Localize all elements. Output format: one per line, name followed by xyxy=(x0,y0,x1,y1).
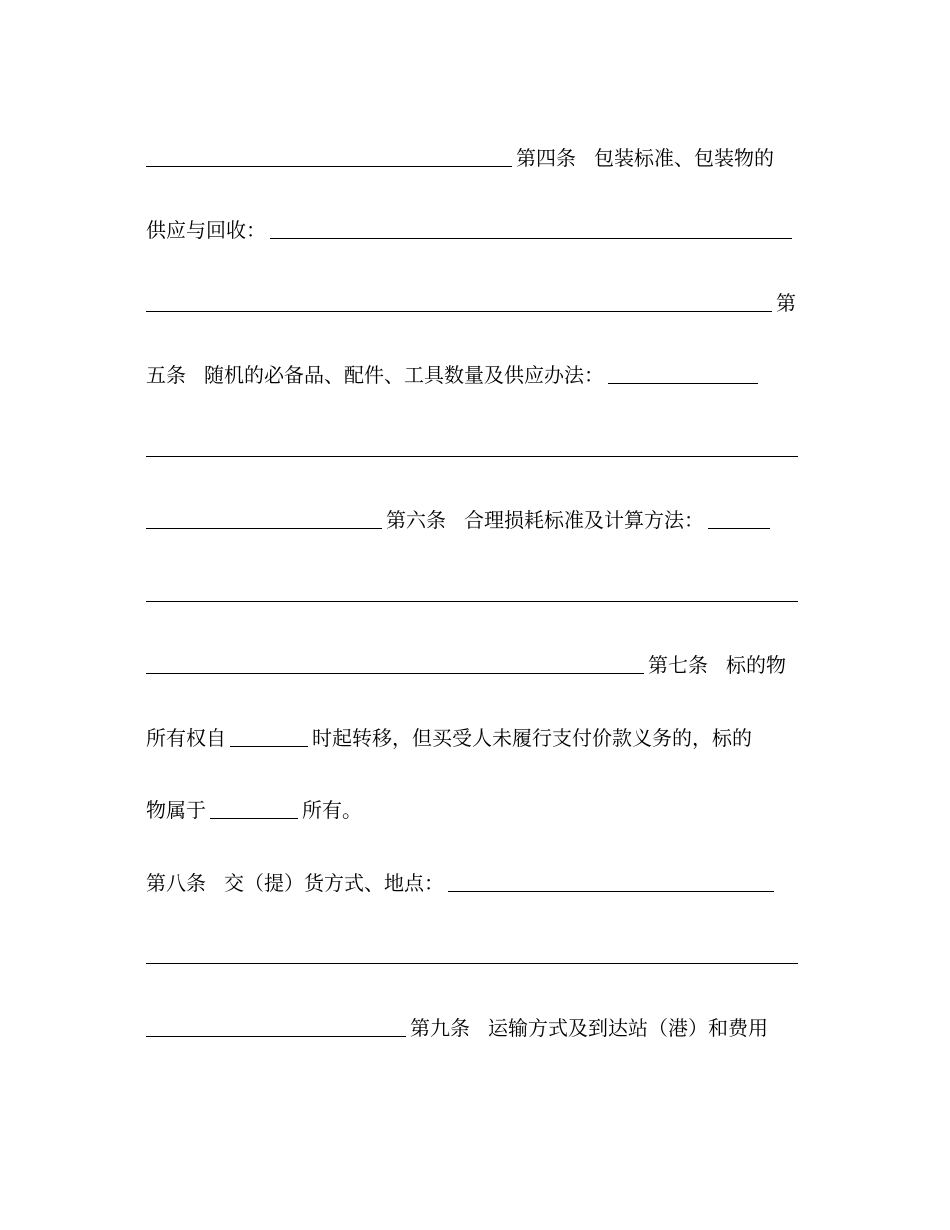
line-article-7 xyxy=(146,647,800,677)
fill-blank[interactable] xyxy=(146,579,798,602)
supply-recovery-label: 供应与回收： xyxy=(146,218,266,242)
fill-blank[interactable] xyxy=(210,796,298,819)
article-6-title: 合理损耗标准及计算方法： xyxy=(464,508,704,532)
article-5-title: 随机的必备品、配件、工具数量及供应办法： xyxy=(204,363,604,387)
fill-blank[interactable] xyxy=(146,289,772,312)
line-supply-recovery xyxy=(146,212,800,242)
article-9-title: 运输方式及到达站（港）和费用 xyxy=(488,1016,768,1040)
fill-blank[interactable] xyxy=(230,724,308,747)
belongs-prefix: 物属于 xyxy=(146,798,206,822)
ownership-text: 时起转移，但买受人未履行支付价款义务的，标的 xyxy=(312,726,752,750)
fill-blank[interactable] xyxy=(146,434,798,457)
fill-blank[interactable] xyxy=(146,1014,406,1037)
line-article-5 xyxy=(146,357,800,387)
article-7-title: 标的物 xyxy=(726,653,786,677)
line-article-5-start xyxy=(146,285,800,315)
fill-blank[interactable] xyxy=(146,506,382,529)
fill-blank[interactable] xyxy=(146,941,798,964)
line-blank-3 xyxy=(146,937,800,967)
line-article-6 xyxy=(146,502,800,532)
ownership-prefix: 所有权自 xyxy=(146,726,226,750)
article-7-number: 第七条 xyxy=(648,653,708,677)
belongs-suffix: 所有。 xyxy=(302,798,362,822)
line-blank-1 xyxy=(146,430,800,460)
line-blank-2 xyxy=(146,575,800,605)
article-8-number: 第八条 xyxy=(146,871,206,895)
article-6-number: 第六条 xyxy=(386,508,446,532)
fill-blank[interactable] xyxy=(708,506,770,529)
line-ownership xyxy=(146,720,800,750)
article-5-prefix: 第 xyxy=(776,291,796,315)
article-4-number: 第四条 xyxy=(516,146,576,170)
line-article-8 xyxy=(146,865,800,895)
fill-blank[interactable] xyxy=(146,144,512,167)
line-article-4 xyxy=(146,140,800,170)
article-8-title: 交（提）货方式、地点： xyxy=(224,871,444,895)
fill-blank[interactable] xyxy=(608,361,758,384)
article-9-number: 第九条 xyxy=(410,1016,470,1040)
article-4-title: 包装标准、包装物的 xyxy=(594,146,774,170)
line-ownership-end xyxy=(146,792,800,822)
article-5-number: 五条 xyxy=(146,363,186,387)
fill-blank[interactable] xyxy=(270,216,792,239)
fill-blank[interactable] xyxy=(448,869,774,892)
fill-blank[interactable] xyxy=(146,651,644,674)
line-article-9 xyxy=(146,1010,800,1040)
